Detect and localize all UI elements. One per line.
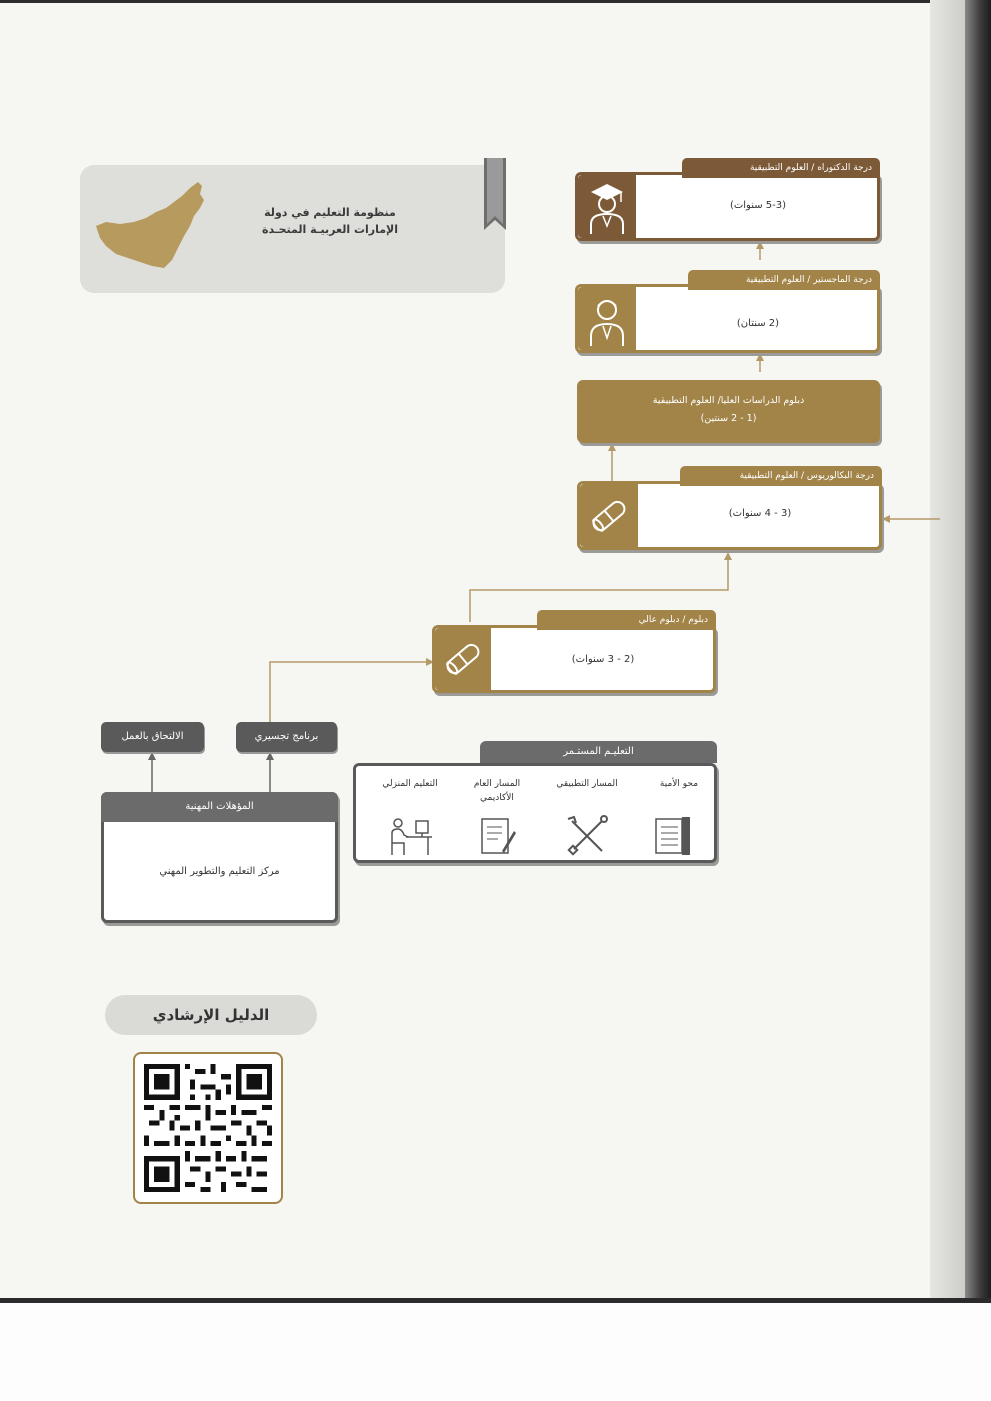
pg-diploma-box (577, 380, 880, 443)
professional-qualifications-title: المؤهلات المهنية (101, 792, 338, 822)
doctorate-graduate-icon (578, 175, 636, 238)
masters-graduate-icon (578, 287, 636, 350)
doctorate-duration: (5-3 سنوات) (729, 200, 787, 211)
home-study-desk-icon (386, 815, 434, 857)
doctorate-title: درجة الدكتوراه / العلوم التطبيقية (682, 158, 880, 178)
header-title-line1: منظومة التعليم في دولة (264, 206, 396, 219)
tools-icon (566, 815, 610, 857)
masters-duration: (2 سنتان) (736, 318, 780, 329)
ce-home-study-label: التعليم المنزلي (382, 779, 438, 789)
diploma-scroll-icon (435, 628, 491, 690)
diploma-duration: (2 - 3 سنوات) (571, 654, 635, 665)
qr-code-icon[interactable] (144, 1063, 272, 1193)
bachelor-duration: (3 - 4 سنوات) (728, 508, 792, 519)
pg-diploma-title: دبلوم الدراسات العليا/ العلوم التطبيقية (652, 395, 805, 406)
bachelor-title: درجة البكالوريوس / العلوم التطبيقية (680, 466, 882, 486)
bridge-program-box: برنامج تجسيري (236, 722, 337, 752)
pg-diploma-duration: (1 - 2 سنتين) (700, 413, 757, 424)
vocational-center-label: مركز التعليم والتطوير المهني (159, 866, 280, 877)
bachelor-diploma-scroll-icon (580, 484, 638, 547)
diploma-title: دبلوم / دبلوم عالي (537, 610, 716, 630)
ce-applied-track-label: المسار التطبيقي (556, 779, 618, 789)
continuing-education-title: التعليـم المستـمر (480, 741, 717, 763)
book-icon (652, 815, 696, 857)
ce-literacy-label: محو الأمية (659, 779, 699, 789)
connector-bridge-diploma (270, 662, 430, 722)
qr-code-frame[interactable] (133, 1052, 283, 1204)
ce-academic-track-label: المسار العام الأكاديمي (473, 779, 521, 803)
masters-title: درجة الماجستير / العلوم التطبيقية (688, 270, 880, 290)
document-pen-icon (478, 815, 518, 857)
guide-label: الدليل الإرشادي (105, 995, 317, 1035)
join-work-box: الالتحاق بالعمل (101, 722, 204, 752)
header-title-line2: الإمارات العربيـة المتحـدة (261, 223, 399, 236)
